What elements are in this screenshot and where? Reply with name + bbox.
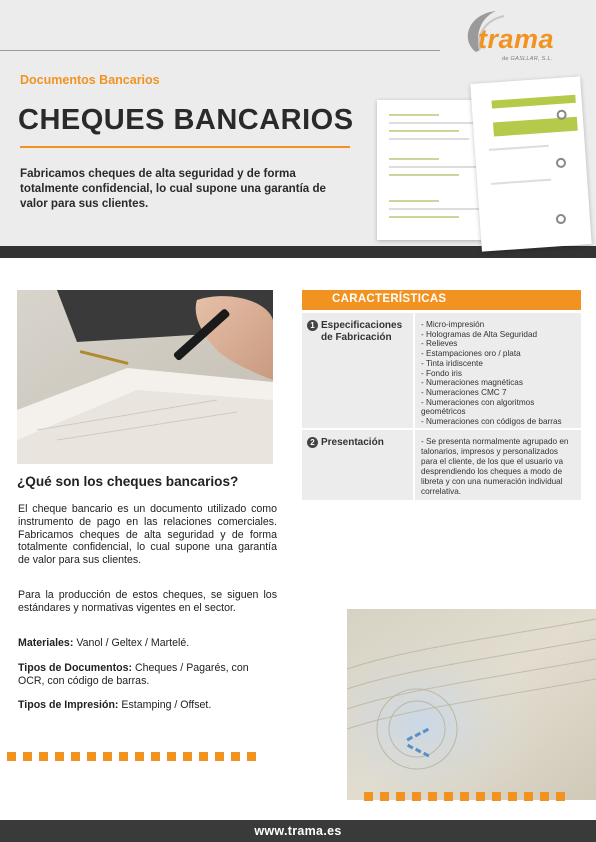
doc-line — [389, 174, 459, 176]
doc-line — [389, 216, 459, 218]
header-divider — [0, 50, 440, 51]
features-header — [302, 290, 581, 310]
section-tag: Documentos Bancarios — [20, 73, 160, 87]
doc-green-band — [493, 117, 578, 137]
tipos-documentos-value: Cheques / Pagarés, con OCR, con código de barras. — [18, 662, 249, 687]
list-item: - Micro-impresión — [421, 320, 485, 329]
logo-wordmark: trama — [478, 24, 555, 54]
list-item: - Numeraciones magnéticas — [421, 378, 523, 388]
materiales-value: Vanol / Geltex / Martelé. — [76, 637, 190, 649]
materiales-label: Materiales: — [18, 637, 74, 649]
decorative-dots-left — [7, 752, 256, 761]
doc-line — [389, 130, 459, 132]
doc-line — [389, 200, 439, 202]
list-item: - Hologramas de Alta Seguridad — [421, 329, 538, 339]
title-underline — [20, 146, 350, 148]
tipos-impresion-line — [18, 699, 277, 712]
list-item: - Numeraciones con algoritmos geométricos — [421, 397, 535, 417]
doc-line — [389, 158, 439, 160]
tipos-documentos-line — [18, 662, 277, 688]
doc-stamp-icon — [556, 214, 567, 225]
doc-line — [389, 138, 469, 140]
row-content-cell — [415, 430, 581, 500]
row-label-cell — [302, 430, 415, 500]
doc-line — [389, 208, 479, 210]
row-content-cell — [415, 313, 581, 428]
row-label-cell — [302, 313, 415, 428]
number-badge-icon: 1 — [307, 320, 318, 331]
doc-line — [491, 179, 551, 185]
tipos-documentos-label: Tipos de Documentos: — [18, 662, 132, 674]
section-subheading: ¿Qué son los cheques bancarios? — [17, 474, 239, 489]
row-title: Especificaciones de Fabricación — [321, 320, 403, 343]
intro-text: Fabricamos cheques de alta seguridad y de forma totalmente confidencial, lo cual supone una garantía de valor para sus clientes. — [20, 167, 327, 210]
materiales-line — [18, 637, 277, 650]
doc-green-band — [491, 95, 575, 109]
list-item: - Fondo iris — [421, 368, 462, 378]
doc-stamp-icon — [556, 158, 567, 169]
list-item: - Numeraciones con códigos de barras — [421, 417, 562, 427]
doc-line — [389, 122, 479, 124]
website-link[interactable]: www.trama.es — [254, 824, 342, 838]
number-badge-icon: 2 — [307, 437, 318, 448]
tipos-impresion-value: Estamping / Offset. — [121, 699, 212, 711]
features-table — [302, 313, 581, 500]
signing-cheque-photo — [17, 290, 273, 464]
features-row-presentation — [302, 430, 581, 500]
list-item: - Tinta iridiscente — [421, 358, 483, 368]
decorative-dots-right — [364, 792, 565, 801]
specifications-list — [421, 320, 575, 427]
cheque-form-illustration — [470, 76, 591, 251]
tipos-impresion-label: Tipos de Impresión: — [18, 699, 119, 711]
features-row-specifications — [302, 313, 581, 428]
logo-subtext: de GASLLAR, S.L. — [502, 56, 553, 62]
body-paragraph-1: El cheque bancario es un documento utilizado como instrumento de pago en las relaciones comerciales. Fabricamos cheques de alta seguridad y de forma totalmente confidencial, lo cual supone una garantía de valor para sus clientes. — [18, 503, 277, 567]
footer-bar — [0, 820, 596, 842]
body-paragraph-2: Para la producción de estos cheques, se siguen los estándares y normativas vigentes en el sector. — [18, 589, 277, 614]
row-title: Presentación — [321, 437, 384, 448]
page-title: CHEQUES BANCARIOS — [18, 104, 354, 136]
doc-line — [389, 114, 439, 116]
doc-line — [489, 145, 549, 151]
list-item: - Relieves — [421, 339, 458, 349]
cheque-security-closeup-photo — [347, 609, 596, 800]
features-header-label: CARACTERÍSTICAS — [332, 293, 447, 305]
list-item: - Numeraciones CMC 7 — [421, 387, 507, 397]
presentation-text: - Se presenta normalmente agrupado en talonarios, impresos y personalizados para el cliente, de los que el usuario va desprendiendo los cheques a modo de libreta y con una numeración individual correlativa. — [421, 437, 569, 496]
list-item: - Estampaciones oro / plata — [421, 349, 521, 359]
doc-line — [389, 166, 479, 168]
trama-logo — [458, 6, 578, 62]
